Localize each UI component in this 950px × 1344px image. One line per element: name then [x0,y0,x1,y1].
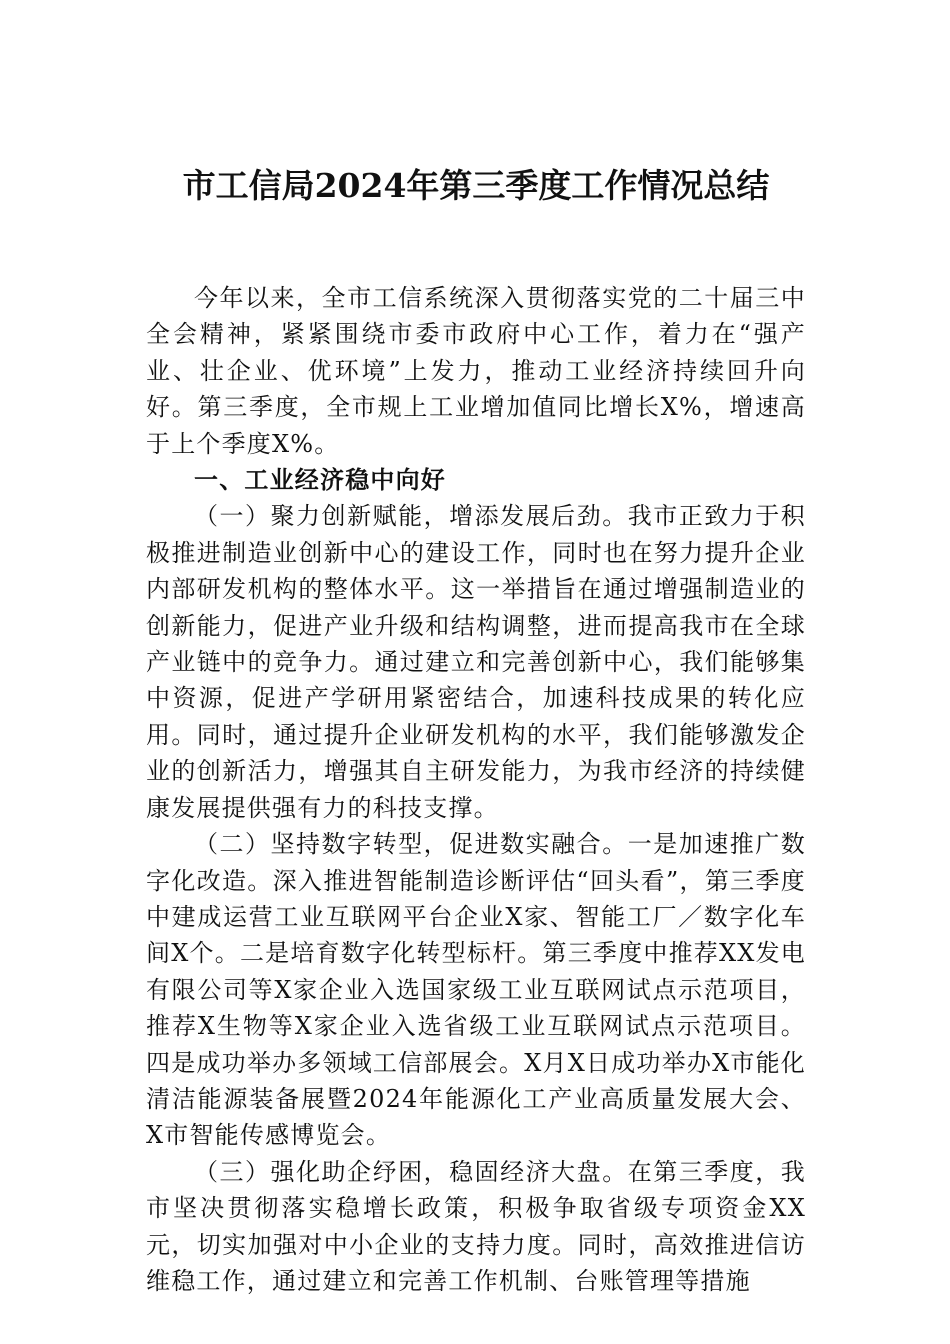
paragraph-enterprise-support: （三）强化助企纾困，稳固经济大盘。在第三季度，我市坚决贯彻落实稳增长政策，积极争取省级专项资金XX元，切实加强对中小企业的支持力度。同时，高效推进信访维稳工作，通过建立和完善工作机制、台账管理等措施 [146,1157,806,1295]
document-title: 市工信局2024年第三季度工作情况总结 [182,166,770,205]
document-page [146,158,806,1299]
paragraph-digital-transformation: （二）坚持数字转型，促进数实融合。一是加速推广数字化改造。深入推进智能制造诊断评估“回头看”，第三季度中建成运营工业互联网平台企业X家、智能工厂／数字化车间X个。二是培育数字化转型标杆。第三季度中推荐XX发电有限公司等X家企业入选国家级工业互联网试点示范项目，推荐X生物等X家企业入选省级工业互联网试点示范项目。四是成功举办多领域工信部展会。X月X日成功举办X市能化清洁能源装备展暨2024年能源化工产业高质量发展大会、X市智能传感博览会。 [146,830,806,1150]
intro-paragraph: 今年以来，全市工信系统深入贯彻落实党的二十届三中全会精神，紧紧围绕市委市政府中心工作，着力在“强产业、壮企业、优环境”上发力，推动工业经济持续回升向好。第三季度，全市规上工业增加值同比增长X%，增速高于上个季度X%。 [146,284,806,458]
section-heading-1: 一、工业经济稳中向好 [194,466,446,495]
paragraph-innovation: （一）聚力创新赋能，增添发展后劲。我市正致力于积极推进制造业创新中心的建设工作，同时也在努力提升企业内部研发机构的整体水平。这一举措旨在通过增强制造业的创新能力，促进产业升级和结构调整，进而提高我市在全球产业链中的竞争力。通过建立和完善创新中心，我们能够集中资源，促进产学研用紧密结合，加速科技成果的转化应用。同时，通过提升企业研发机构的水平，我们能够激发企业的创新活力，增强其自主研发能力，为我市经济的持续健康发展提供强有力的科技支撑。 [146,502,806,822]
